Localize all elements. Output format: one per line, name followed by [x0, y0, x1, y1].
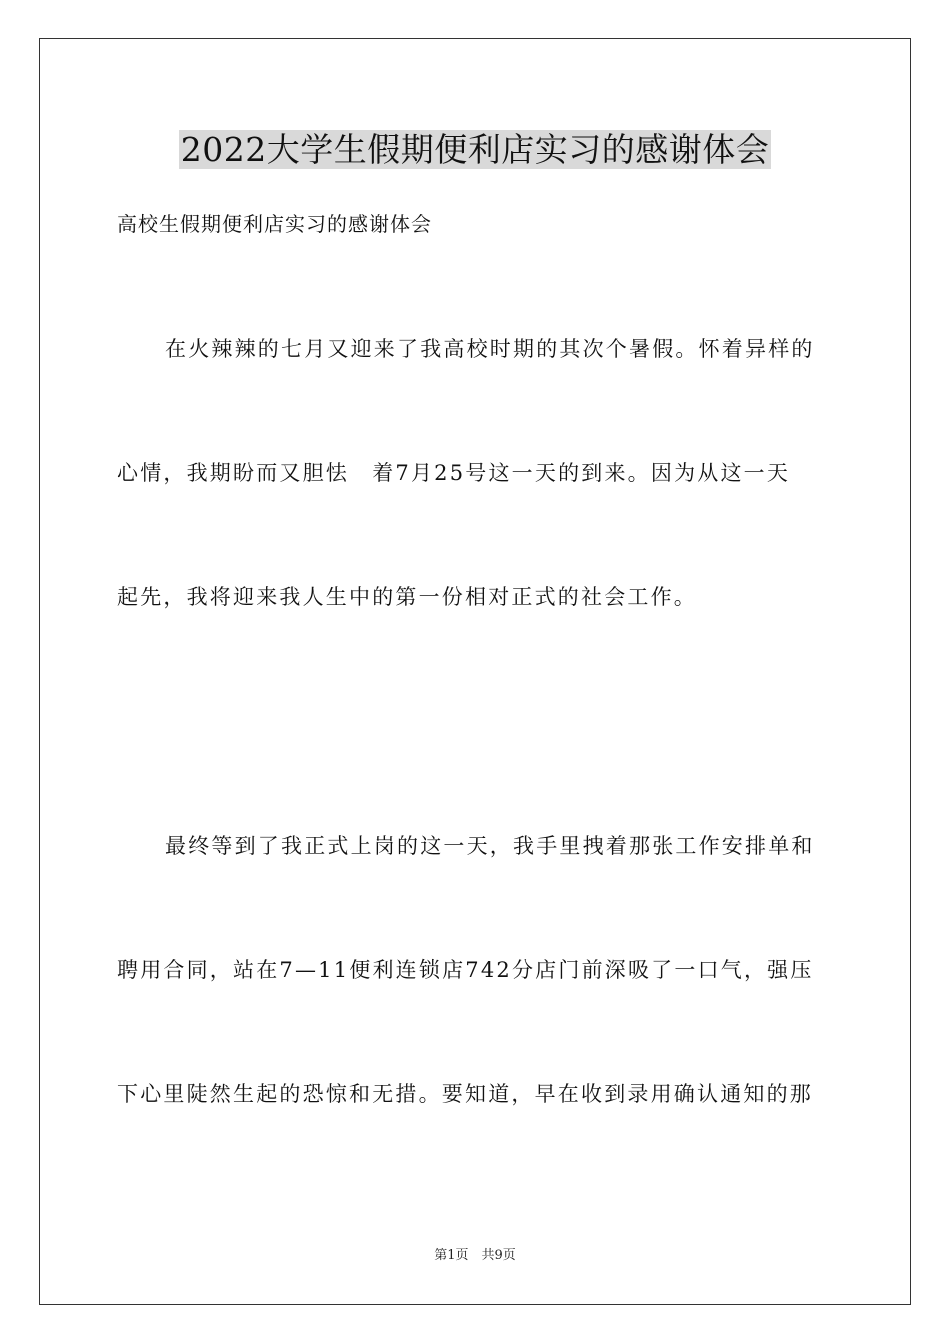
document-title [0, 128, 950, 172]
document-title-text: 2022大学生假期便利店实习的感谢体会 [180, 130, 770, 169]
paragraph-1-line-3: 起先，我将迎来我人生中的第一份相对正式的社会工作。 [117, 585, 697, 609]
paragraph-1-line-2: 心情，我期盼而又胆怯 着7月25号这一天的到来。因为从这一天 [117, 461, 791, 485]
page-footer: 第1页 共9页 [434, 1248, 516, 1263]
paragraph-1-line-1: 在火辣辣的七月又迎来了我高校时期的其次个暑假。怀着异样的 [165, 337, 815, 361]
paragraph-2-line-2: 聘用合同，站在7—11便利连锁店742分店门前深吸了一口气，强压 [117, 958, 814, 982]
document-subtitle: 高校生假期便利店实习的感谢体会 [117, 212, 432, 236]
paragraph-2-line-3: 下心里陡然生起的恐惊和无措。要知道，早在收到录用确认通知的那 [117, 1082, 813, 1106]
paragraph-2-line-1: 最终等到了我正式上岗的这一天，我手里拽着那张工作安排单和 [165, 834, 815, 858]
